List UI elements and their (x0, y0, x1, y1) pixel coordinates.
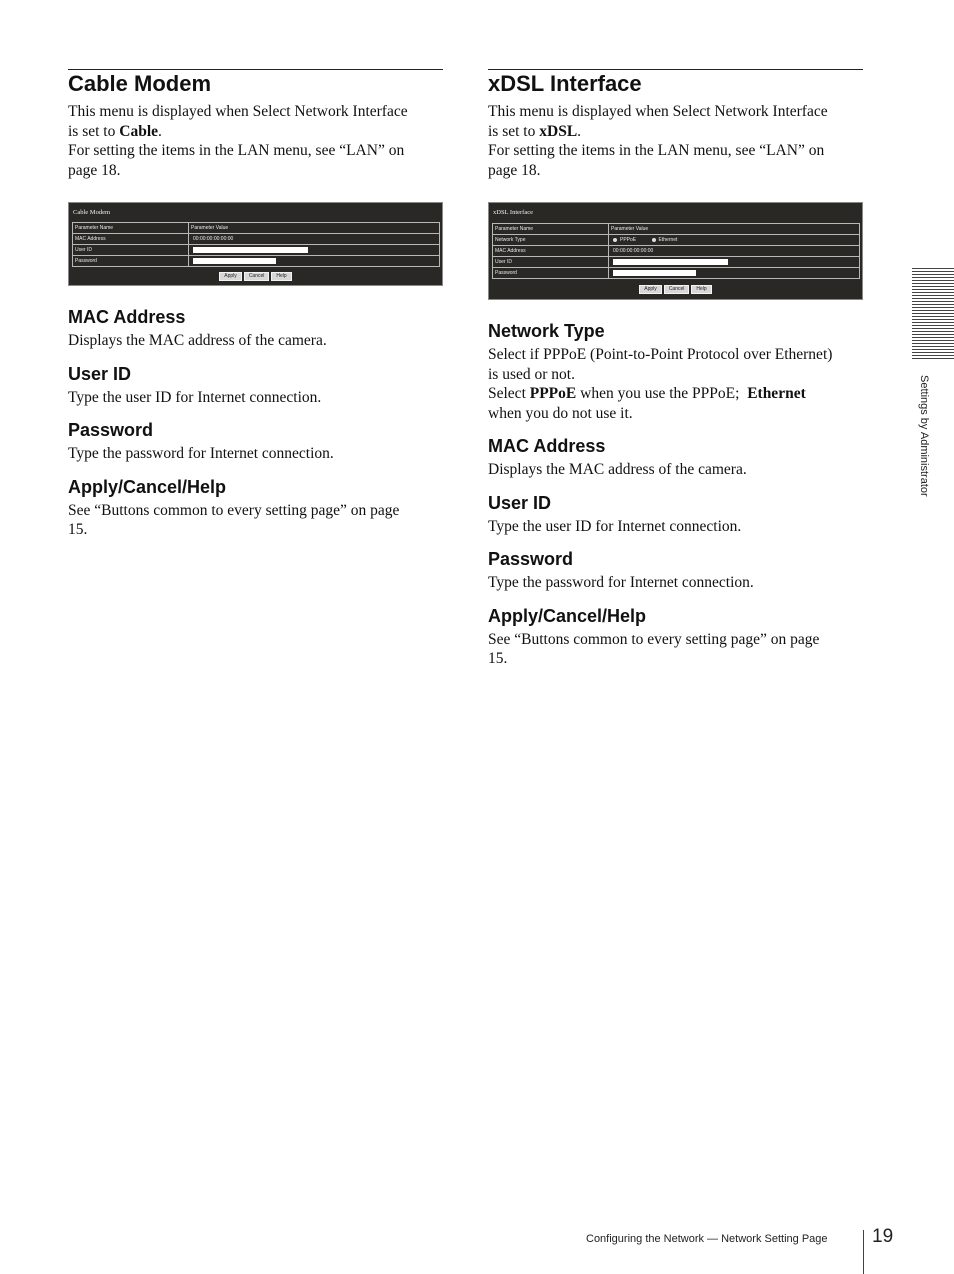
network-type-section: Network Type Select if PPPoE (Point-to-Point Protocol over Ethernet) is used or not. Select PPPoE when you use the PPPoE; Ethernet when you do not use it. (488, 321, 833, 422)
mac-address-section: MAC Address Displays the MAC address of the camera. (488, 436, 747, 478)
password-section: Password Type the password for Internet connection. (488, 549, 754, 591)
cable-modem-title: Cable Modem (68, 71, 212, 96)
apply-button[interactable]: Apply (219, 272, 242, 281)
section-rule (68, 69, 443, 70)
table-header-row: Parameter Name Parameter Value (73, 223, 440, 234)
table-row: Network Type PPPoE Ethernet (493, 235, 860, 246)
xdsl-screenshot (488, 202, 863, 300)
apply-cancel-help-section: Apply/Cancel/Help See “Buttons common to every setting page” on page 15. (488, 605, 820, 667)
user-id-section: User ID Type the user ID for Internet connection. (488, 492, 742, 535)
password-section: Password Type the password for Internet connection. (68, 420, 334, 462)
page-number: 19 (872, 1226, 894, 1247)
apply-cancel-help-section: Apply/Cancel/Help See “Buttons common to every setting page” on page 15. (68, 476, 400, 538)
ethernet-radio[interactable] (652, 238, 656, 242)
cancel-button[interactable]: Cancel (664, 285, 690, 294)
screenshot-title: Cable Modem (73, 209, 111, 216)
xdsl-interface-title: xDSL Interface (488, 71, 642, 96)
table-row: Password (73, 256, 440, 267)
table-row: User ID (493, 257, 860, 268)
button-bar (69, 272, 442, 281)
password-input[interactable] (193, 258, 276, 264)
apply-button[interactable]: Apply (639, 285, 662, 294)
table-row: Password (493, 268, 860, 279)
right-column (488, 69, 863, 681)
cable-modem-screenshot (68, 202, 443, 286)
table-row: User ID (73, 245, 440, 256)
pppoe-radio[interactable] (613, 238, 617, 242)
user-id-input[interactable] (613, 259, 728, 265)
xdsl-intro: This menu is displayed when Select Network Interface is set to xDSL. For setting the items in the LAN menu, see “LAN” on page 18. (488, 103, 828, 179)
running-footer: Configuring the Network — Network Setting Page (586, 1233, 828, 1245)
chapter-tab-label: Settings by Administrator (918, 375, 930, 497)
screenshot-title: xDSL Interface (493, 209, 534, 216)
user-id-input[interactable] (193, 247, 308, 253)
parameter-table (72, 222, 440, 267)
button-bar (489, 285, 862, 294)
cable-modem-intro: This menu is displayed when Select Network Interface is set to Cable. For setting the items in the LAN menu, see “LAN” on page 18. (68, 103, 408, 179)
password-input[interactable] (613, 270, 696, 276)
mac-address-section: MAC Address Displays the MAC address of the camera. (68, 307, 327, 349)
help-button[interactable]: Help (271, 272, 291, 281)
section-rule (488, 69, 863, 70)
help-button[interactable]: Help (691, 285, 711, 294)
user-id-section: User ID Type the user ID for Internet connection. (68, 363, 322, 406)
chapter-tab-stripes (912, 268, 954, 360)
cancel-button[interactable]: Cancel (244, 272, 270, 281)
table-header-row: Parameter Name Parameter Value (493, 224, 860, 235)
table-row: MAC Address 00:00:00:00:00:00 (73, 234, 440, 245)
left-column (68, 69, 443, 552)
footer-divider (863, 1230, 864, 1274)
table-row: MAC Address 00:00:00:00:00:00 (493, 246, 860, 257)
parameter-table (492, 223, 860, 279)
